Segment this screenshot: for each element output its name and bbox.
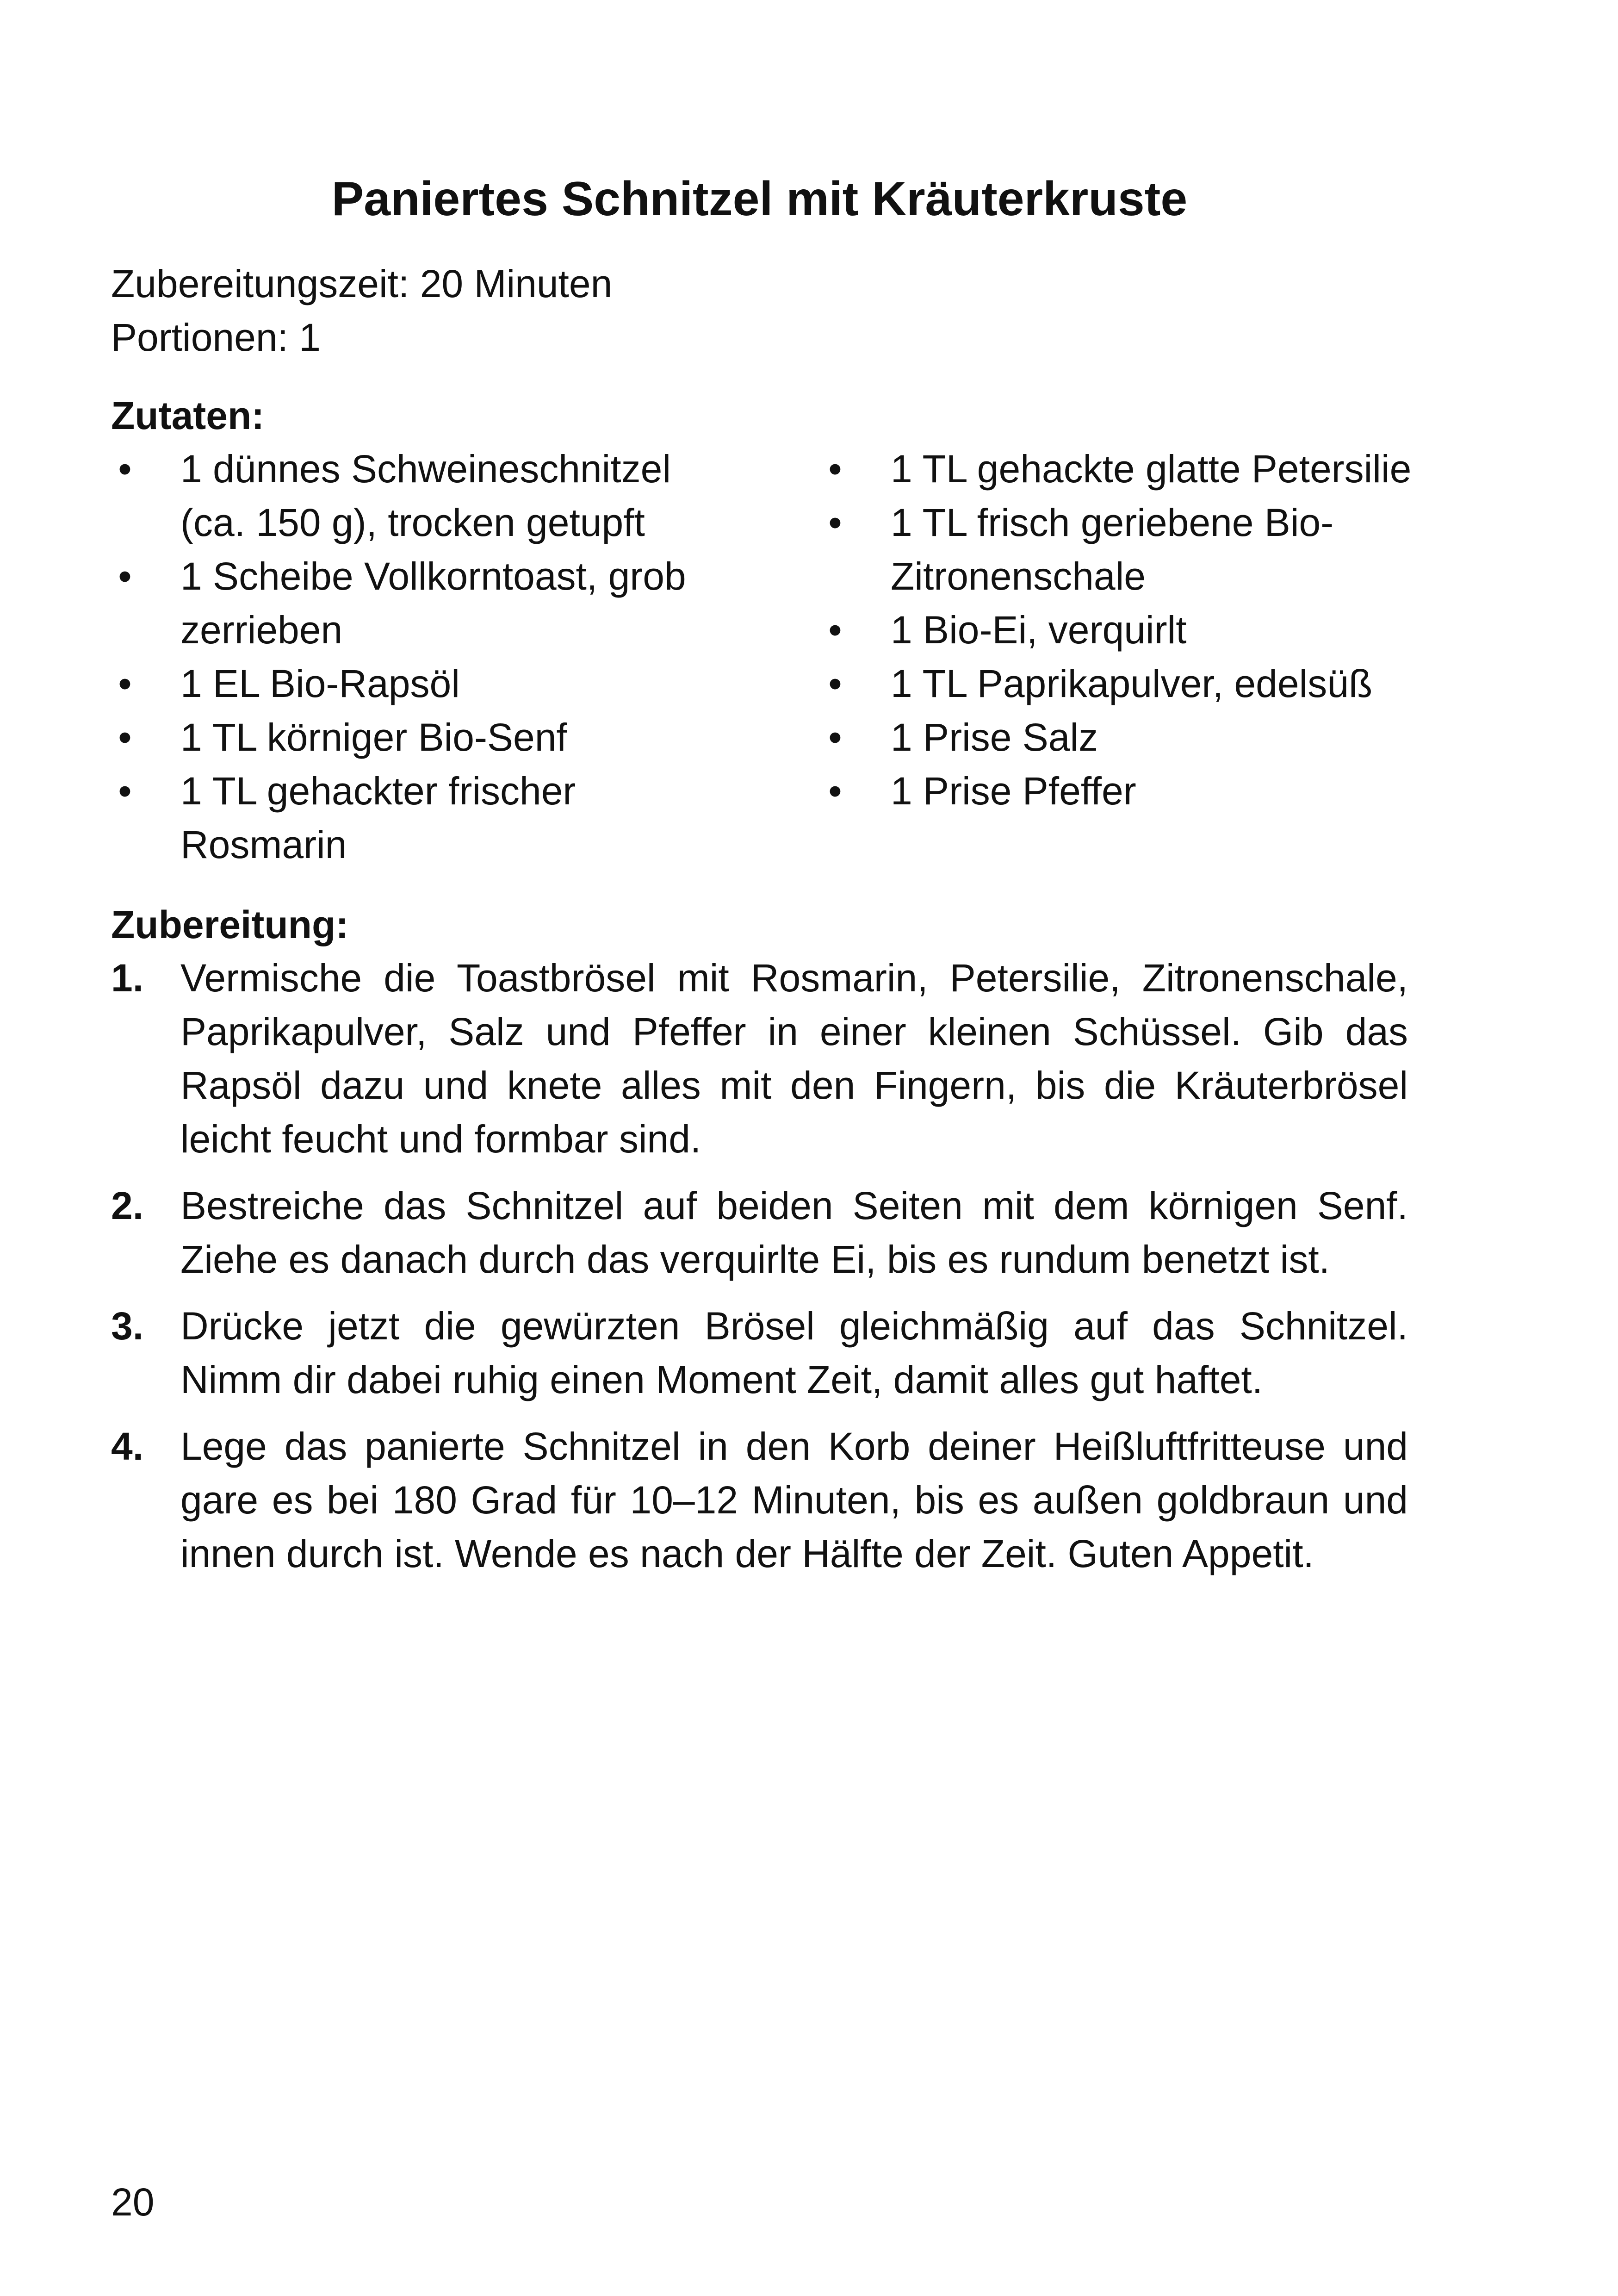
ingredient-text: 1 TL gehackte glatte Petersilie: [891, 447, 1412, 491]
bullet-icon: •: [828, 769, 842, 813]
step-text: Vermische die Toastbrösel mit Rosmarin, Petersilie, Zitronenschale, Paprikapulver, Salz und Pfeffer in einer kleinen Schüssel. Gib das Rapsöl dazu und knete alles mit den Fingern, bis die Kräuterbrösel leicht feucht und formbar sind.: [180, 956, 1408, 1161]
bullet-icon: •: [118, 716, 132, 759]
step-text: Lege das panierte Schnitzel in den Korb deiner Heißluftfritteuse und gare es bei 180 Grad für 10–12 Minuten, bis es außen goldbraun und innen durch ist. Wende es nach der Hälfte der Zeit. Guten Appetit.: [180, 1425, 1408, 1575]
ingredient-text: 1 Prise Salz: [891, 716, 1098, 759]
ingredient-text: 1 dünnes Schweineschnitzel (ca. 150 g), trocken getupft: [180, 447, 671, 544]
ingredients-list-right: [821, 442, 1423, 818]
page-number: 20: [111, 2180, 155, 2224]
step-number: 1.: [111, 956, 144, 1000]
prep-time: Zubereitungszeit: 20 Minuten: [111, 262, 613, 305]
ingredient-text: 1 TL körniger Bio-Senf: [180, 716, 567, 759]
ingredient-item: [821, 657, 1423, 710]
ingredient-text: 1 Bio-Ei, verquirlt: [891, 608, 1187, 652]
step-item: [111, 1419, 1408, 1580]
ingredient-item: [821, 764, 1423, 818]
ingredient-text: 1 TL gehackter frischer Rosmarin: [180, 769, 576, 866]
ingredient-text: 1 Scheibe Vollkorntoast, grob zerrieben: [180, 554, 686, 652]
step-text: Drücke jetzt die gewürzten Brösel gleichmäßig auf das Schnitzel. Nimm dir dabei ruhig einen Moment Zeit, damit alles gut haftet.: [180, 1304, 1408, 1401]
step-item: [111, 1179, 1408, 1286]
bullet-icon: •: [828, 447, 842, 491]
ingredient-item: [111, 657, 713, 710]
ingredient-item: [111, 764, 713, 871]
bullet-icon: •: [118, 447, 132, 491]
ingredient-item: [821, 710, 1423, 764]
bullet-icon: •: [828, 608, 842, 652]
ingredient-item: [821, 496, 1423, 603]
recipe-meta: [111, 257, 612, 364]
bullet-icon: •: [118, 662, 132, 705]
step-text: Bestreiche das Schnitzel auf beiden Seiten mit dem körnigen Senf. Ziehe es danach durch das verquirlte Ei, bis es rundum benetzt ist.: [180, 1184, 1408, 1281]
preparation-heading: Zubereitung:: [111, 903, 349, 946]
bullet-icon: •: [118, 769, 132, 813]
bullet-icon: •: [828, 716, 842, 759]
ingredients-heading: Zutaten:: [111, 394, 265, 437]
ingredient-item: [111, 549, 713, 657]
ingredient-item: [111, 442, 713, 549]
servings: Portionen: 1: [111, 316, 321, 359]
bullet-icon: •: [828, 501, 842, 544]
ingredient-item: [111, 710, 713, 764]
ingredients-list-left: [111, 442, 713, 871]
bullet-icon: •: [118, 554, 132, 598]
step-item: [111, 951, 1408, 1166]
step-number: 2.: [111, 1184, 144, 1227]
step-number: 4.: [111, 1425, 144, 1468]
ingredient-text: 1 TL Paprikapulver, edelsüß: [891, 662, 1373, 705]
ingredient-text: 1 TL frisch geriebene Bio-Zitronenschale: [891, 501, 1334, 598]
step-number: 3.: [111, 1304, 144, 1348]
preparation-steps: [111, 951, 1408, 1593]
ingredient-item: [821, 442, 1423, 496]
ingredient-text: 1 Prise Pfeffer: [891, 769, 1136, 813]
step-item: [111, 1299, 1408, 1406]
recipe-title: Paniertes Schnitzel mit Kräuterkruste: [331, 172, 1188, 226]
bullet-icon: •: [828, 662, 842, 705]
ingredient-text: 1 EL Bio-Rapsöl: [180, 662, 460, 705]
ingredient-item: [821, 603, 1423, 657]
